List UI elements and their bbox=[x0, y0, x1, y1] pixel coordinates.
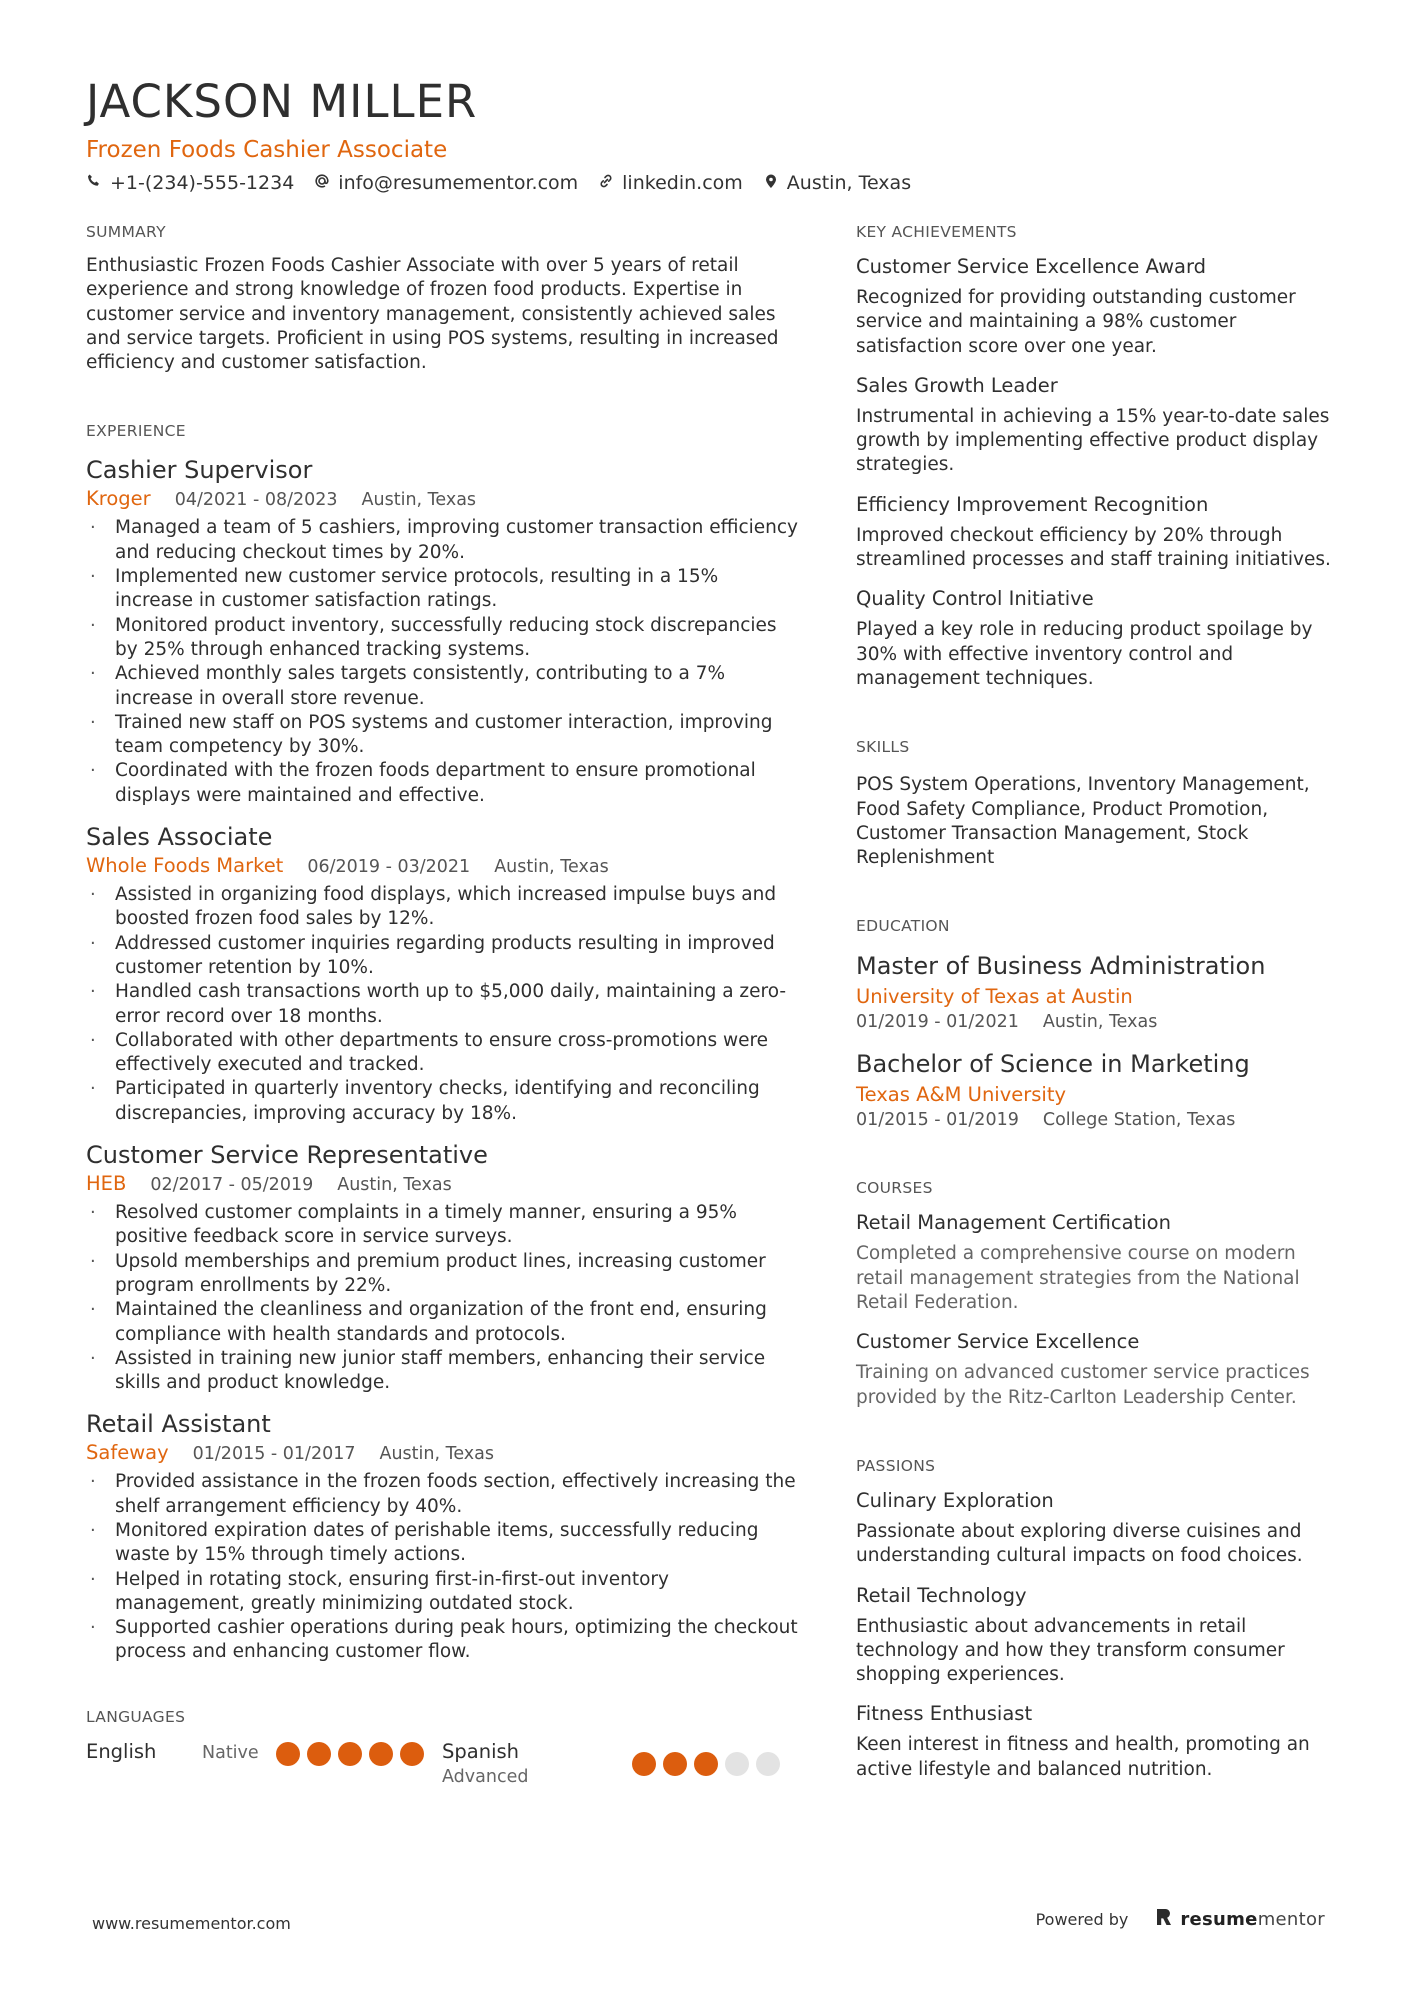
passions-list bbox=[856, 1488, 1332, 1782]
rating-dot-filled bbox=[307, 1742, 331, 1766]
job-title: Customer Service Representative bbox=[86, 1141, 488, 1170]
job-meta bbox=[86, 487, 798, 512]
location-text: Austin, Texas bbox=[786, 172, 912, 194]
resume-header bbox=[86, 75, 1326, 196]
job-location: Austin, Texas bbox=[379, 1444, 494, 1465]
bullet-item: · Achieved monthly sales targets consistently, contributing to a 7% increase in overall store revenue. bbox=[86, 662, 798, 711]
skills-section bbox=[856, 737, 1332, 870]
course-title: Retail Management Certification bbox=[856, 1211, 1171, 1235]
summary-text: Enthusiastic Frozen Foods Cashier Associate with over 5 years of retail experience and strong knowledge of frozen food products. Expertise in customer service and inventory management, consistently achieved sales and service targets. Proficient in using POS systems, resulting in increased efficiency and customer satisfaction. bbox=[86, 255, 779, 374]
bullet-item: · Monitored product inventory, successfully reducing stock discrepancies by 25% through enhanced tracking systems. bbox=[86, 614, 798, 663]
school-name: University of Texas at Austin bbox=[856, 985, 1133, 1009]
linkedin-text[interactable]: linkedin.com bbox=[622, 172, 743, 194]
language-rating bbox=[276, 1742, 424, 1766]
company-name: HEB bbox=[86, 1172, 127, 1196]
course-text: Training on advanced customer service practices provided by the Ritz-Carlton Leadership Center. bbox=[856, 1362, 1310, 1408]
bullet-item: · Handled cash transactions worth up to $5,000 daily, maintaining a zero-error record over 18 months. bbox=[86, 980, 798, 1029]
achievement-text: Recognized for providing outstanding customer service and maintaining a 98% customer satisfaction score over one year. bbox=[856, 287, 1296, 357]
summary-section bbox=[86, 222, 798, 375]
section-heading: PASSIONS bbox=[856, 1456, 936, 1475]
achievements-list bbox=[856, 254, 1332, 691]
passion bbox=[856, 1583, 1332, 1688]
contact-location bbox=[763, 170, 911, 196]
bullet-item: · Assisted in training new junior staff members, enhancing their service skills and product knowledge. bbox=[86, 1347, 798, 1396]
achievements-section bbox=[856, 222, 1332, 691]
candidate-title: Frozen Foods Cashier Associate bbox=[86, 137, 448, 163]
company-name: Whole Foods Market bbox=[86, 854, 284, 878]
job-bullets bbox=[86, 883, 798, 1126]
achievement bbox=[856, 254, 1332, 359]
contact-bar bbox=[86, 170, 1326, 196]
section-heading: SKILLS bbox=[856, 738, 910, 757]
language-text bbox=[442, 1739, 632, 1789]
education-location: College Station, Texas bbox=[1042, 1110, 1236, 1131]
job-entry bbox=[86, 455, 798, 808]
bullet-item: · Supported cashier operations during peak hours, optimizing the checkout process and enhancing customer flow. bbox=[86, 1616, 798, 1665]
bullet-item: · Monitored expiration dates of perishable items, successfully reducing waste by 15% through timely actions. bbox=[86, 1519, 798, 1568]
section-heading: COURSES bbox=[856, 1179, 933, 1198]
at-icon bbox=[314, 170, 330, 196]
achievement-title: Sales Growth Leader bbox=[856, 373, 1058, 397]
rating-dot-empty bbox=[756, 1752, 780, 1776]
achievement bbox=[856, 373, 1332, 478]
section-heading: LANGUAGES bbox=[86, 1707, 186, 1726]
skills-text: POS System Operations, Inventory Management, Food Safety Compliance, Product Promotion, Customer Transaction Management, Stock Replenishment bbox=[856, 774, 1310, 869]
language-text bbox=[86, 1739, 276, 1766]
job-title: Retail Assistant bbox=[86, 1410, 271, 1439]
languages-list bbox=[86, 1739, 798, 1789]
job-dates: 06/2019 - 03/2021 bbox=[307, 857, 471, 878]
bullet-item: · Helped in rotating stock, ensuring first-in-first-out inventory management, greatly minimizing outdated stock. bbox=[86, 1568, 798, 1617]
company-name: Kroger bbox=[86, 487, 151, 511]
achievement-title: Quality Control Initiative bbox=[856, 587, 1094, 611]
job-title: Sales Associate bbox=[86, 823, 273, 852]
job-location: Austin, Texas bbox=[361, 490, 477, 511]
achievement-title: Efficiency Improvement Recognition bbox=[856, 492, 1209, 516]
passion-text: Passionate about exploring diverse cuisines and understanding cultural impacts on food choices. bbox=[856, 1520, 1303, 1567]
rating-dot-empty bbox=[725, 1752, 749, 1776]
footer-website[interactable]: www.resumementor.com bbox=[92, 1914, 291, 1933]
company-name: Safeway bbox=[86, 1441, 169, 1465]
candidate-name: JACKSON MILLER bbox=[86, 75, 478, 128]
job-dates: 04/2021 - 08/2023 bbox=[174, 490, 338, 511]
passions-section bbox=[856, 1456, 1332, 1782]
education-dates: 01/2019 - 01/2021 bbox=[856, 1012, 1019, 1033]
language-level: Native bbox=[202, 1742, 259, 1763]
rating-dot-filled bbox=[276, 1742, 300, 1766]
passion-title: Culinary Exploration bbox=[856, 1488, 1054, 1512]
bullet-item: · Implemented new customer service protocols, resulting in a 15% increase in customer satisfaction ratings. bbox=[86, 565, 798, 614]
contact-email[interactable] bbox=[314, 170, 578, 196]
rating-dot-filled bbox=[663, 1752, 687, 1776]
contact-phone bbox=[86, 170, 294, 196]
section-heading: SUMMARY bbox=[86, 223, 166, 241]
passion bbox=[856, 1701, 1332, 1782]
language-name: English bbox=[86, 1739, 157, 1763]
brand-logo[interactable] bbox=[1156, 1908, 1325, 1931]
achievement-text: Improved checkout efficiency by 20% through streamlined processes and staff training initiatives. bbox=[856, 524, 1331, 571]
job-location: Austin, Texas bbox=[494, 857, 609, 878]
job-location: Austin, Texas bbox=[337, 1175, 452, 1196]
rating-dot-filled bbox=[400, 1742, 424, 1766]
language-name: Spanish bbox=[442, 1739, 520, 1763]
brand-name-bold: resume bbox=[1180, 1909, 1258, 1930]
section-heading: EXPERIENCE bbox=[86, 422, 186, 441]
bullet-item: · Coordinated with the frozen foods department to ensure promotional displays were maintained and effective. bbox=[86, 759, 798, 808]
job-entry bbox=[86, 1409, 798, 1664]
email-text[interactable]: info@resumementor.com bbox=[338, 172, 579, 194]
job-bullets bbox=[86, 1470, 798, 1664]
contact-linkedin[interactable] bbox=[598, 170, 743, 196]
degree-title: Master of Business Administration bbox=[856, 952, 1266, 981]
bullet-item: · Collaborated with other departments to ensure cross-promotions were effectively executed and tracked. bbox=[86, 1029, 798, 1078]
school-name: Texas A&M University bbox=[856, 1083, 1067, 1107]
rating-dot-filled bbox=[369, 1742, 393, 1766]
rating-dot-filled bbox=[338, 1742, 362, 1766]
education-entry bbox=[856, 1048, 1332, 1132]
education-location: Austin, Texas bbox=[1042, 1012, 1158, 1033]
language-level: Advanced bbox=[442, 1766, 529, 1787]
achievement bbox=[856, 586, 1332, 691]
bullet-item: · Trained new staff on POS systems and customer interaction, improving team competency by 30%. bbox=[86, 711, 798, 760]
bullet-item: · Maintained the cleanliness and organization of the front end, ensuring compliance with health standards and protocols. bbox=[86, 1298, 798, 1347]
job-entry bbox=[86, 822, 798, 1126]
section-heading: KEY ACHIEVEMENTS bbox=[856, 223, 1017, 241]
passion-text: Enthusiastic about advancements in retail technology and how they transform consumer shopping experiences. bbox=[856, 1615, 1285, 1686]
achievement-text: Played a key role in reducing product spoilage by 30% with effective inventory control and management techniques. bbox=[856, 619, 1313, 689]
experience-section bbox=[86, 421, 798, 1664]
education-entry bbox=[856, 950, 1332, 1034]
link-icon bbox=[598, 170, 614, 196]
phone-icon bbox=[86, 170, 102, 196]
degree-title: Bachelor of Science in Marketing bbox=[856, 1050, 1250, 1079]
bullet-item: · Upsold memberships and premium product lines, increasing customer program enrollments by 22%. bbox=[86, 1250, 798, 1299]
courses-section bbox=[856, 1178, 1332, 1409]
job-bullets bbox=[86, 516, 798, 808]
passion-title: Retail Technology bbox=[856, 1583, 1027, 1607]
bullet-item: · Assisted in organizing food displays, which increased impulse buys and boosted frozen food sales by 12%. bbox=[86, 883, 798, 932]
bullet-item: · Resolved customer complaints in a timely manner, ensuring a 95% positive feedback score in service surveys. bbox=[86, 1201, 798, 1250]
job-title: Cashier Supervisor bbox=[86, 456, 313, 485]
rating-dot-filled bbox=[632, 1752, 656, 1776]
passion-text: Keen interest in fitness and health, promoting an active lifestyle and balanced nutrition. bbox=[856, 1734, 1310, 1780]
footer-branding bbox=[1036, 1908, 1325, 1931]
passion-title: Fitness Enthusiast bbox=[856, 1702, 1033, 1726]
passion bbox=[856, 1488, 1332, 1569]
job-dates: 02/2017 - 05/2019 bbox=[150, 1175, 314, 1196]
job-meta bbox=[86, 1441, 798, 1466]
job-entry bbox=[86, 1140, 798, 1395]
language-item bbox=[86, 1739, 442, 1766]
powered-by-label: Powered by bbox=[1035, 1910, 1129, 1929]
education-meta bbox=[856, 1108, 1332, 1132]
education-section bbox=[856, 916, 1332, 1132]
job-dates: 01/2015 - 01/2017 bbox=[192, 1444, 356, 1465]
achievement-title: Customer Service Excellence Award bbox=[856, 255, 1207, 278]
right-column bbox=[856, 222, 1332, 1828]
education-dates: 01/2015 - 01/2019 bbox=[856, 1110, 1019, 1131]
left-column bbox=[86, 222, 798, 1789]
job-meta bbox=[86, 854, 798, 879]
jobs-list bbox=[86, 455, 798, 1664]
section-heading: EDUCATION bbox=[856, 917, 950, 936]
achievement bbox=[856, 492, 1332, 573]
brand-name-light: mentor bbox=[1257, 1909, 1325, 1930]
bullet-item: · Addressed customer inquiries regarding products resulting in improved customer retention by 10%. bbox=[86, 932, 798, 981]
course bbox=[856, 1210, 1332, 1315]
course bbox=[856, 1329, 1332, 1410]
education-list bbox=[856, 950, 1332, 1132]
location-pin-icon bbox=[763, 170, 779, 196]
job-bullets bbox=[86, 1201, 798, 1395]
achievement-text: Instrumental in achieving a 15% year-to-date sales growth by implementing effective product display strategies. bbox=[856, 405, 1330, 476]
phone-text: +1-(234)-555-1234 bbox=[110, 172, 295, 194]
bullet-item: · Managed a team of 5 cashiers, improving customer transaction efficiency and reducing checkout times by 20%. bbox=[86, 516, 798, 565]
job-meta bbox=[86, 1172, 798, 1197]
course-text: Completed a comprehensive course on modern retail management strategies from the National Retail Federation. bbox=[856, 1243, 1300, 1314]
brand-logo-icon bbox=[1156, 1908, 1172, 1931]
education-meta bbox=[856, 1010, 1332, 1034]
rating-dot-filled bbox=[694, 1752, 718, 1776]
course-title: Customer Service Excellence bbox=[856, 1330, 1140, 1354]
courses-list bbox=[856, 1210, 1332, 1409]
bullet-item: · Provided assistance in the frozen foods section, effectively increasing the shelf arrangement efficiency by 40%. bbox=[86, 1470, 798, 1519]
language-rating bbox=[632, 1752, 780, 1789]
language-item bbox=[442, 1739, 798, 1789]
bullet-item: · Participated in quarterly inventory checks, identifying and reconciling discrepancies, improving accuracy by 18%. bbox=[86, 1077, 798, 1126]
languages-section bbox=[86, 1707, 798, 1789]
